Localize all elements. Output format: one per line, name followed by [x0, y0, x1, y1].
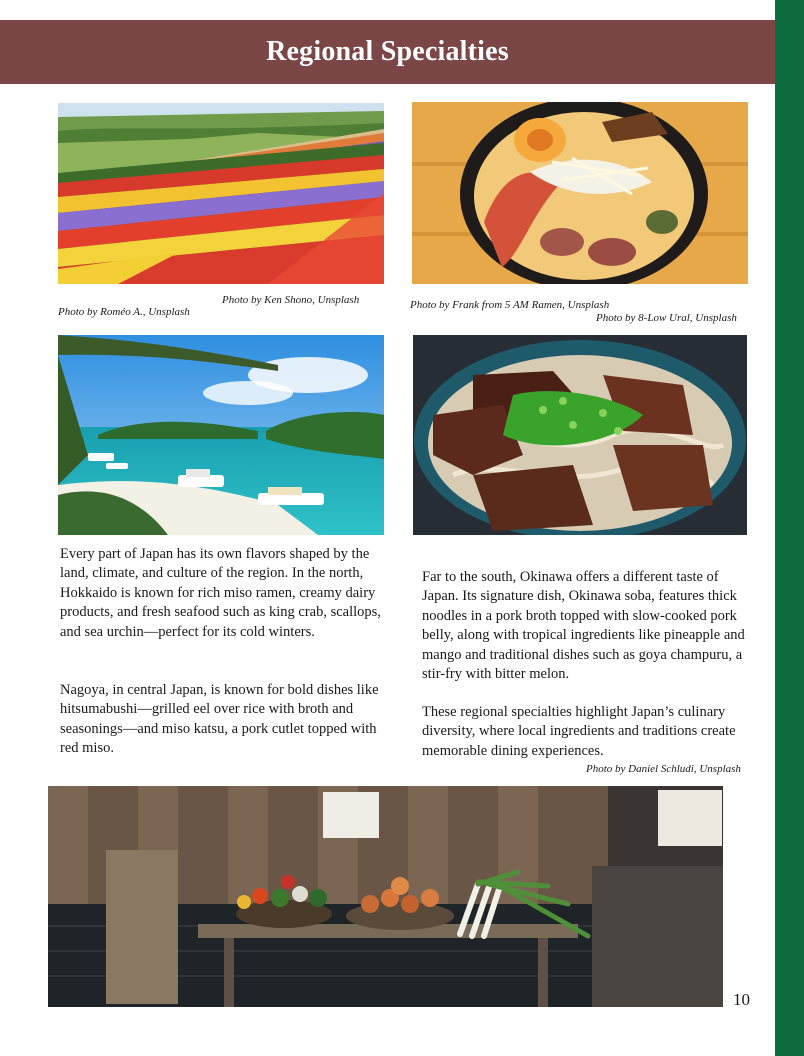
- photo-credit-ramen: Photo by Frank from 5 AM Ramen, Unsplash: [410, 299, 610, 311]
- page-number: 10: [733, 990, 750, 1009]
- title-banner: [0, 20, 775, 84]
- ramen-photo: [412, 102, 748, 284]
- okinawa-beach-photo: [58, 335, 384, 535]
- body-paragraph-right-2: These regional specialties highlight Japan’s culinary diversity, where local ingredients and traditions create memorable dining experiences.: [422, 704, 736, 759]
- page-title: Regional Specialties: [266, 36, 509, 67]
- okinawa-soba-photo: [413, 335, 747, 535]
- body-paragraph-left-1: Every part of Japan has its own flavors shaped by the land, climate, and culture of the region. In the north, Hokkaido is known for rich miso ramen, creamy dairy products, and fresh seafood such as king crab, scallops, and sea urchin—perfect for its cold winters.: [60, 546, 381, 640]
- green-side-bar: [775, 0, 804, 1056]
- body-paragraph-right-1: Far to the south, Okinawa offers a different taste of Japan. Its signature dish, Okinawa soba, features thick noodles in a pork broth topped with slow-cooked pork belly, along with tropical ingredients like pineapple and mango and traditional dishes such as goya champuru, a stir-fry with bitter melon.: [422, 569, 745, 683]
- photo-credit-market: Photo by Daniel Schludi, Unsplash: [586, 763, 741, 775]
- market-stall-photo: [48, 786, 723, 1007]
- photo-credit-okinawa-soba: Photo by 8-Low Ural, Unsplash: [596, 312, 737, 324]
- flower-field-photo: [58, 103, 384, 284]
- photo-credit-flower-field: Photo by Roméo A., Unsplash: [58, 306, 190, 318]
- body-paragraph-left-2: Nagoya, in central Japan, is known for bold dishes like hitsumabushi—grilled eel over rice with broth and seasonings—and miso katsu, a pork cutlet topped with red miso.: [60, 682, 379, 757]
- photo-credit-ken-shono: Photo by Ken Shono, Unsplash: [222, 294, 360, 306]
